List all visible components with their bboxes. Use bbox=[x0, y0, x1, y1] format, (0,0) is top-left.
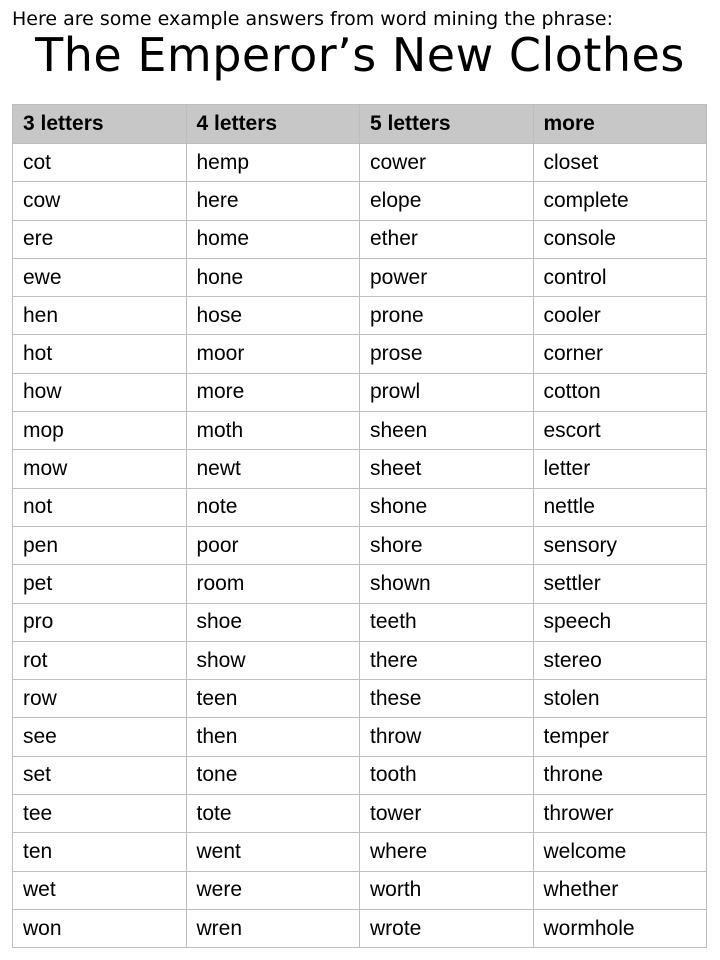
table-cell: welcome bbox=[533, 833, 707, 871]
table-row bbox=[13, 680, 707, 718]
table-cell: teeth bbox=[360, 603, 534, 641]
table-cell: elope bbox=[360, 182, 534, 220]
page-title: The Emperor’s New Clothes bbox=[35, 28, 685, 82]
table-cell: complete bbox=[533, 182, 707, 220]
table-body bbox=[13, 144, 707, 948]
table-cell: these bbox=[360, 680, 534, 718]
table-cell: letter bbox=[533, 450, 707, 488]
table-row bbox=[13, 756, 707, 794]
table-cell: poor bbox=[186, 526, 360, 564]
table-cell: power bbox=[360, 258, 534, 296]
table-cell: row bbox=[13, 680, 187, 718]
column-header-3-letters: 3 letters bbox=[13, 105, 187, 144]
table-cell: tooth bbox=[360, 756, 534, 794]
table-cell: throne bbox=[533, 756, 707, 794]
table-cell: stereo bbox=[533, 641, 707, 679]
table-cell: prose bbox=[360, 335, 534, 373]
table-cell: room bbox=[186, 565, 360, 603]
table-cell: ten bbox=[13, 833, 187, 871]
table-cell: tee bbox=[13, 795, 187, 833]
table-cell: where bbox=[360, 833, 534, 871]
table-cell: not bbox=[13, 488, 187, 526]
table-cell: temper bbox=[533, 718, 707, 756]
table-cell: moth bbox=[186, 412, 360, 450]
table-cell: cow bbox=[13, 182, 187, 220]
table-cell: cooler bbox=[533, 297, 707, 335]
table-cell: see bbox=[13, 718, 187, 756]
table-cell: wet bbox=[13, 871, 187, 909]
table-row bbox=[13, 182, 707, 220]
table-cell: hose bbox=[186, 297, 360, 335]
table-row bbox=[13, 220, 707, 258]
table-row bbox=[13, 297, 707, 335]
table-cell: moor bbox=[186, 335, 360, 373]
intro-text: Here are some example answers from word mining the phrase: bbox=[12, 8, 614, 30]
table-cell: pet bbox=[13, 565, 187, 603]
table-cell: more bbox=[186, 373, 360, 411]
table-cell: shown bbox=[360, 565, 534, 603]
table-cell: whether bbox=[533, 871, 707, 909]
table-row bbox=[13, 335, 707, 373]
table-cell: wrote bbox=[360, 909, 534, 947]
table-cell: shone bbox=[360, 488, 534, 526]
table-cell: mop bbox=[13, 412, 187, 450]
table-cell: then bbox=[186, 718, 360, 756]
table-row bbox=[13, 144, 707, 182]
table-cell: prone bbox=[360, 297, 534, 335]
table-cell: console bbox=[533, 220, 707, 258]
table-cell: went bbox=[186, 833, 360, 871]
table-row bbox=[13, 718, 707, 756]
table-cell: there bbox=[360, 641, 534, 679]
table-cell: show bbox=[186, 641, 360, 679]
table-cell: pen bbox=[13, 526, 187, 564]
table-cell: tone bbox=[186, 756, 360, 794]
table-cell: ewe bbox=[13, 258, 187, 296]
table-cell: set bbox=[13, 756, 187, 794]
table-cell: throw bbox=[360, 718, 534, 756]
table-cell: settler bbox=[533, 565, 707, 603]
table-row bbox=[13, 565, 707, 603]
table-cell: escort bbox=[533, 412, 707, 450]
table-row bbox=[13, 909, 707, 947]
table-row bbox=[13, 526, 707, 564]
table-cell: cot bbox=[13, 144, 187, 182]
table-cell: control bbox=[533, 258, 707, 296]
column-header-5-letters: 5 letters bbox=[360, 105, 534, 144]
table-cell: hot bbox=[13, 335, 187, 373]
table-cell: corner bbox=[533, 335, 707, 373]
table-cell: worth bbox=[360, 871, 534, 909]
table-cell: ether bbox=[360, 220, 534, 258]
table-row bbox=[13, 641, 707, 679]
table-cell: closet bbox=[533, 144, 707, 182]
table-cell: newt bbox=[186, 450, 360, 488]
table-row bbox=[13, 833, 707, 871]
table-cell: wren bbox=[186, 909, 360, 947]
table-cell: sheen bbox=[360, 412, 534, 450]
table-cell: tote bbox=[186, 795, 360, 833]
table-cell: prowl bbox=[360, 373, 534, 411]
table-cell: hemp bbox=[186, 144, 360, 182]
table-row bbox=[13, 871, 707, 909]
header-row bbox=[13, 105, 707, 144]
table-cell: hen bbox=[13, 297, 187, 335]
table-row bbox=[13, 373, 707, 411]
table-cell: shoe bbox=[186, 603, 360, 641]
table-cell: cotton bbox=[533, 373, 707, 411]
table-cell: cower bbox=[360, 144, 534, 182]
column-header-4-letters: 4 letters bbox=[186, 105, 360, 144]
table-cell: mow bbox=[13, 450, 187, 488]
table-row bbox=[13, 450, 707, 488]
table-cell: speech bbox=[533, 603, 707, 641]
word-table bbox=[12, 104, 707, 948]
table-row bbox=[13, 258, 707, 296]
table-cell: here bbox=[186, 182, 360, 220]
table-cell: teen bbox=[186, 680, 360, 718]
table-row bbox=[13, 412, 707, 450]
table-cell: shore bbox=[360, 526, 534, 564]
table-cell: rot bbox=[13, 641, 187, 679]
table-row bbox=[13, 795, 707, 833]
table-row bbox=[13, 603, 707, 641]
table-cell: note bbox=[186, 488, 360, 526]
table-cell: nettle bbox=[533, 488, 707, 526]
table-header bbox=[13, 105, 707, 144]
table-cell: wormhole bbox=[533, 909, 707, 947]
table-cell: tower bbox=[360, 795, 534, 833]
table-cell: how bbox=[13, 373, 187, 411]
table-cell: home bbox=[186, 220, 360, 258]
table-cell: thrower bbox=[533, 795, 707, 833]
table-cell: won bbox=[13, 909, 187, 947]
table-cell: sensory bbox=[533, 526, 707, 564]
table-cell: were bbox=[186, 871, 360, 909]
table-cell: pro bbox=[13, 603, 187, 641]
table-cell: stolen bbox=[533, 680, 707, 718]
table-cell: ere bbox=[13, 220, 187, 258]
table-row bbox=[13, 488, 707, 526]
table-cell: hone bbox=[186, 258, 360, 296]
table-cell: sheet bbox=[360, 450, 534, 488]
column-header-more: more bbox=[533, 105, 707, 144]
